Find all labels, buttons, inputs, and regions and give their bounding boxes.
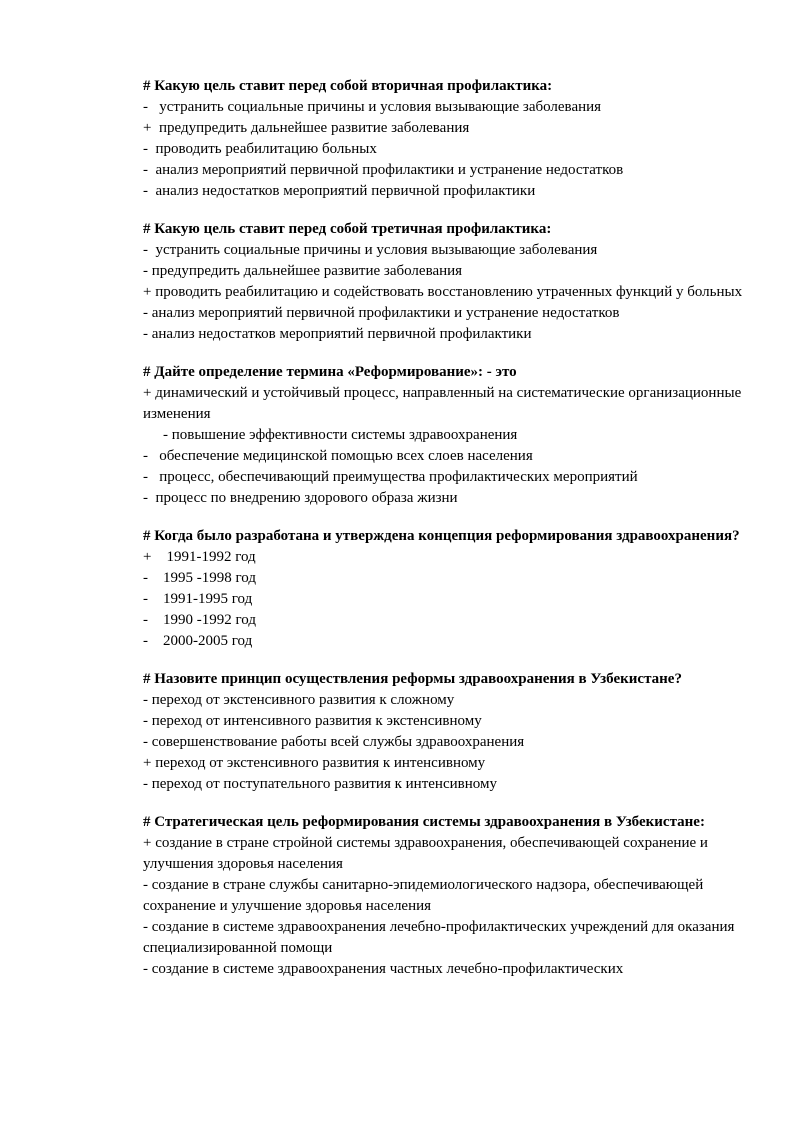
answer-option: - переход от экстенсивного развития к сложному xyxy=(143,692,455,708)
question-title: # Дайте определение термина «Реформирование»: - это xyxy=(143,364,517,380)
answer-option: + создание в стране стройной системы здравоохранения, обеспечивающей сохранение и улучшения здоровья населения xyxy=(143,835,712,872)
answer-option: - совершенствование работы всей службы здравоохранения xyxy=(143,734,525,750)
answer-option: - обеспечение медицинской помощью всех слоев населения xyxy=(143,448,533,464)
answer-option: - переход от интенсивного развития к экстенсивному xyxy=(143,713,482,729)
answer-option: + предупредить дальнейшее развитие заболевания xyxy=(143,120,470,136)
answer-option: + переход от экстенсивного развития к интенсивному xyxy=(143,755,486,771)
answer-option: - проводить реабилитацию больных xyxy=(143,141,377,157)
answer-option: - 1990 -1992 год xyxy=(143,612,256,628)
question-block xyxy=(143,219,748,345)
answer-option: - анализ мероприятий первичной профилактики и устранение недостатков xyxy=(143,162,624,178)
question-title: # Какую цель ставит перед собой третичная профилактика: xyxy=(143,221,552,237)
answer-option: + проводить реабилитацию и содействовать восстановлению утраченных функций у больных xyxy=(143,284,743,300)
question-title: # Когда было разработана и утверждена концепция реформирования здравоохранения? xyxy=(143,528,740,544)
answer-option: - устранить социальные причины и условия вызывающие заболевания xyxy=(143,99,602,115)
answer-option: - предупредить дальнейшее развитие заболевания xyxy=(143,263,463,279)
question-title: # Какую цель ставит перед собой вторичная профилактика: xyxy=(143,78,553,94)
answer-option: + динамический и устойчивый процесс, направленный на систематические организационные изменения xyxy=(143,385,745,422)
answer-option: - повышение эффективности системы здравоохранения xyxy=(163,427,518,443)
answer-option: - 1991-1995 год xyxy=(143,591,253,607)
answer-option: - анализ недостатков мероприятий первичной профилактики xyxy=(143,326,532,342)
answer-option: - процесс, обеспечивающий преимущества профилактических мероприятий xyxy=(143,469,638,485)
question-title: # Назовите принцип осуществления реформы здравоохранения в Узбекистане? xyxy=(143,671,682,687)
question-block xyxy=(143,812,748,980)
answer-option: - создание в системе здравоохранения частных лечебно-профилактических xyxy=(143,961,624,977)
answer-option: - анализ мероприятий первичной профилактики и устранение недостатков xyxy=(143,305,620,321)
question-block xyxy=(143,362,748,509)
answer-option: - 1995 -1998 год xyxy=(143,570,256,586)
question-block xyxy=(143,526,748,652)
answer-option: - 2000-2005 год xyxy=(143,633,253,649)
answer-option: + 1991-1992 год xyxy=(143,549,256,565)
answer-option: - создание в стране службы санитарно-эпидемиологического надзора, обеспечивающей сохранение и улучшение здоровья населения xyxy=(143,877,707,914)
question-block xyxy=(143,76,748,202)
answer-option: - переход от поступательного развития к интенсивному xyxy=(143,776,497,792)
question-block xyxy=(143,669,748,795)
answer-option: - устранить социальные причины и условия вызывающие заболевания xyxy=(143,242,598,258)
question-title: # Стратегическая цель реформирования системы здравоохранения в Узбекистане: xyxy=(143,814,705,830)
answer-option: - процесс по внедрению здорового образа жизни xyxy=(143,490,458,506)
answer-option: - создание в системе здравоохранения лечебно-профилактических учреждений для оказания специализированной помощи xyxy=(143,919,739,956)
answer-option: - анализ недостатков мероприятий первичной профилактики xyxy=(143,183,536,199)
